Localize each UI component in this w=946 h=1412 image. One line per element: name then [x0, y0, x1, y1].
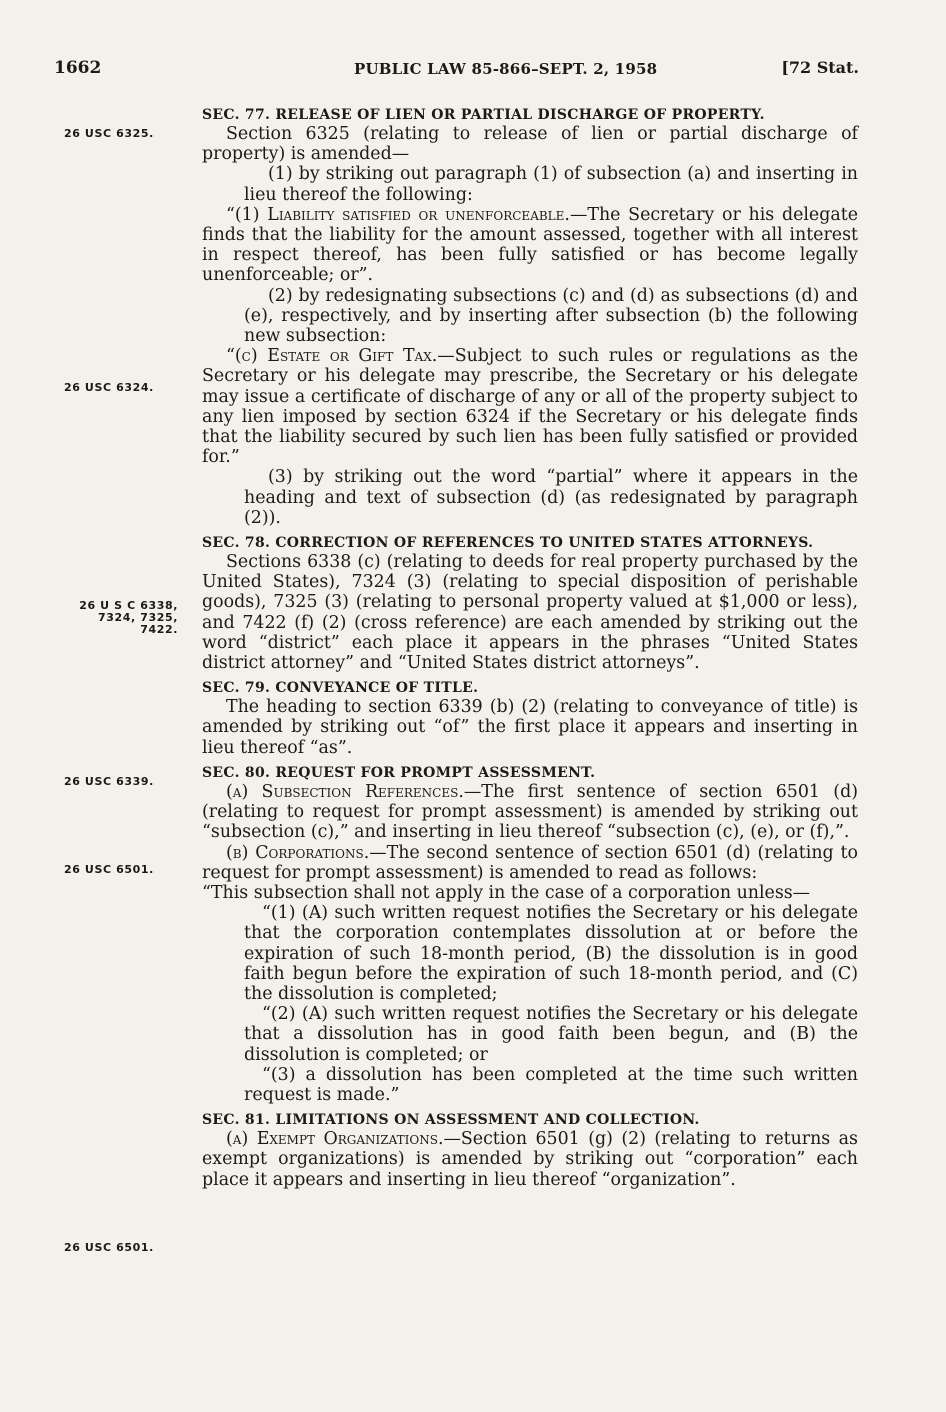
sec80-b-lead: (b) Corporations. — [226, 842, 370, 863]
sec81-a — [202, 1129, 858, 1190]
sec77-quote2-lead: “(c) Estate or Gift Tax. — [226, 346, 438, 367]
sec80-a — [202, 782, 858, 843]
sec77-p3: (3) by striking out the word “partial” where it appears in the heading and text of subsection (d) (as redesignated by paragraph (2)). — [244, 467, 858, 528]
margin-note-6338: 26 U S C 6338, — [79, 599, 178, 612]
margin-note-7324: 7324, 7325, 7422. — [97, 611, 178, 636]
sec81-a-rest: —Section 6501 (g) (2) (relating to returns as exempt organizations) is amended by striking out “corporation” each place it appears and inserting in lieu thereof “organization”. — [202, 1129, 858, 1190]
sec79-heading: SEC. 79. CONVEYANCE OF TITLE. — [202, 680, 479, 697]
header-title: PUBLIC LAW 85-866–SEPT. 2, 1958 — [354, 60, 658, 78]
sec77-quote1-lead: “(1) Liability satisfied or unenforceable. — [226, 204, 570, 225]
page-number: 1662 — [54, 58, 102, 78]
margin-note-6325: 26 USC 6325. — [64, 127, 154, 140]
sec77-quote2 — [202, 346, 858, 467]
stat-reference: [72 Stat. — [781, 58, 859, 77]
sec80-q1: “(1) (A) such written request notifies the Secretary or his delegate that the corporation contemplates dissolution at or before the expiration of such 18-month period, (B) the dissolution is in good faith begun before the expiration of such 18-month period, and (C) the dissolution is completed; — [244, 903, 858, 1004]
sec77-quote2-rest: —Subject to such rules or regulations as the Secretary or his delegate may prescribe, the Secretary or his delegate may issue a certificate of discharge of any or all of the property subject to any lien imposed by section 6324 if the Secretary or his delegate finds that the liability secured by such lien has been fully satisfied or provided for.” — [202, 346, 858, 468]
sec81-heading: SEC. 81. LIMITATIONS ON ASSESSMENT AND COLLECTION. — [202, 1112, 700, 1129]
sec77-p2: (2) by redesignating subsections (c) and (d) as subsections (d) and (e), respectively, and by inserting after subsection (b) the following new subsection: — [244, 285, 858, 347]
sec80-b-quote: “This subsection shall not apply in the case of a corporation unless— — [202, 882, 811, 903]
running-header — [54, 58, 859, 82]
margin-note-6339: 26 USC 6339. — [64, 775, 154, 788]
sec77-quote1 — [202, 205, 858, 286]
body-text — [202, 106, 858, 1190]
sec80-b-rest: —The second sentence of section 6501 (d) (relating to request for prompt assessment) is amended to read as follows: — [202, 842, 858, 883]
sec79-body: The heading to section 6339 (b) (2) (relating to conveyance of title) is amended by striking out “of” the first place it appears and inserting in lieu thereof “as”. — [202, 697, 858, 758]
sec80-a-lead: (a) Subsection References. — [226, 781, 464, 802]
sec77-p1: (1) by striking out paragraph (1) of subsection (a) and inserting in lieu thereof the following: — [244, 164, 858, 205]
sec80-a-rest: —The first sentence of section 6501 (d) (relating to request for prompt assessment) is amended by striking out “subsection (c),” and inserting in lieu thereof “subsection (c), (e), or (f),”. — [202, 781, 858, 843]
sec80-b — [202, 843, 858, 883]
sec80-q3: “(3) a dissolution has been completed at the time such written request is made.” — [244, 1064, 858, 1105]
margin-note-6501-a: 26 USC 6501. — [64, 863, 154, 876]
margin-note-6501-b: 26 USC 6501. — [64, 1241, 154, 1254]
sec80-heading: SEC. 80. REQUEST FOR PROMPT ASSESSMENT. — [202, 764, 596, 781]
sec78-body: Sections 6338 (c) (relating to deeds for real property purchased by the United States), 7324 (3) (relating to special disposition of perishable goods), 7325 (3) (relating to personal property valued at $1,000 or less), and 7422 (f) (2) (cross reference) are each amended by striking out the word “district” each place it appears in the phrases “United States district attorney” and “United States district attorneys”. — [202, 552, 858, 674]
sec81-a-lead: (a) Exempt Organizations. — [226, 1129, 444, 1150]
sec78-heading: SEC. 78. CORRECTION OF REFERENCES TO UNITED STATES ATTORNEYS. — [202, 535, 814, 552]
sec77-intro: Section 6325 (relating to release of lien or partial discharge of property) is amended— — [202, 124, 858, 165]
margin-note-6324: 26 USC 6324. — [64, 381, 154, 394]
sec77-heading: SEC. 77. RELEASE OF LIEN OR PARTIAL DISCHARGE OF PROPERTY. — [202, 107, 765, 123]
sec80-q2: “(2) (A) such written request notifies the Secretary or his delegate that a dissolution has in good faith been begun, and (B) the dissolution is completed; or — [244, 1004, 858, 1065]
sec77-quote1-rest: —The Secretary or his delegate finds that the liability for the amount assessed, together with all interest in respect thereof, has been fully satisfied or has become legally unenforceable; or”. — [202, 204, 859, 286]
